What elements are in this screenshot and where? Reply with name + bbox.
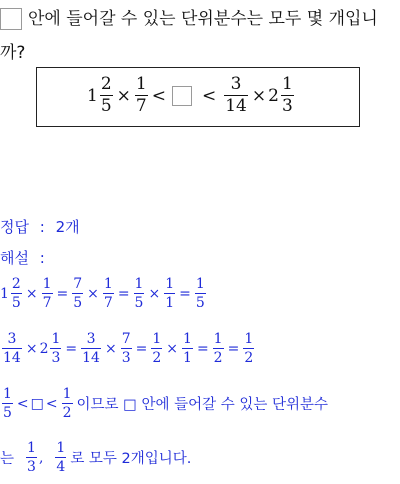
denominator: 2 <box>62 405 72 421</box>
explanation-text: 는 <box>0 451 15 467</box>
denominator: 5 <box>3 405 12 421</box>
equals-sign: = <box>135 340 148 357</box>
numerator: 2 <box>11 276 21 292</box>
times-sign: × <box>148 285 161 302</box>
denominator: 3 <box>27 459 36 475</box>
explanation-text: 이므로 □ 안에 들어갈 수 있는 단위분수 <box>76 397 329 413</box>
fraction <box>50 332 61 365</box>
numerator: 1 <box>213 331 223 347</box>
explanation-line-2 <box>0 332 256 365</box>
question-line-2 <box>0 38 25 63</box>
fraction <box>151 332 162 365</box>
numerator: 1 <box>244 331 254 347</box>
fraction-d <box>281 76 294 115</box>
denominator: 7 <box>42 295 52 311</box>
times-sign: × <box>104 340 117 357</box>
question-line-1 <box>0 4 378 30</box>
explanation-colon: : <box>39 249 45 267</box>
denominator: 5 <box>11 295 21 311</box>
mixed-whole: 1 <box>0 285 9 302</box>
numerator: 1 <box>103 276 113 292</box>
less-than-sign: < <box>16 395 29 412</box>
question-text-2: 까? <box>0 43 26 63</box>
explanation-line-4 <box>0 441 191 474</box>
numerator: 1 <box>195 276 205 292</box>
denominator: 1 <box>165 295 175 311</box>
denominator: 2 <box>213 350 223 366</box>
less-than-sign: < <box>201 85 217 106</box>
fraction <box>72 277 83 310</box>
denominator: 7 <box>103 295 113 311</box>
explanation-text: 로 모두 2개입니다. <box>70 451 192 467</box>
denominator: 5 <box>195 295 205 311</box>
numerator: 3 <box>86 331 96 347</box>
comma: , <box>38 449 44 466</box>
denominator: 1 <box>183 350 192 366</box>
fraction <box>2 332 22 365</box>
blank-box <box>0 8 22 30</box>
fraction <box>103 277 114 310</box>
denominator: 14 <box>225 96 247 116</box>
answer-blank <box>172 86 192 106</box>
problem-expression <box>87 76 296 115</box>
answer-label: 정답 <box>0 218 29 236</box>
problem-box <box>36 67 360 127</box>
denominator: 14 <box>3 350 21 366</box>
denominator: 2 <box>244 350 254 366</box>
denominator: 2 <box>152 350 162 366</box>
fraction <box>164 277 175 310</box>
numerator: 1 <box>42 276 52 292</box>
answer-line <box>0 216 80 237</box>
less-than-sign: < <box>45 395 58 412</box>
numerator: 7 <box>121 331 131 347</box>
fraction-b <box>135 76 148 115</box>
fraction <box>121 332 132 365</box>
numerator: 1 <box>152 331 162 347</box>
fraction <box>62 387 73 420</box>
fraction <box>182 332 193 365</box>
fraction <box>42 277 53 310</box>
equals-sign: = <box>196 340 209 357</box>
equals-sign: = <box>179 285 191 302</box>
question-text-1: 안에 들어갈 수 있는 단위분수는 모두 몇 개입니 <box>28 9 378 29</box>
mixed-whole-d: 2 <box>268 85 279 106</box>
numerator: 1 <box>134 276 144 292</box>
times-sign: × <box>25 285 38 302</box>
denominator: 5 <box>134 295 144 311</box>
explanation-label-line <box>0 247 45 268</box>
fraction <box>2 387 13 420</box>
equals-sign: = <box>65 340 78 357</box>
fraction <box>26 441 37 474</box>
equals-sign: = <box>56 285 69 302</box>
numerator: 1 <box>56 440 66 456</box>
numerator: 1 <box>135 74 147 94</box>
denominator: 5 <box>73 295 83 311</box>
times-sign: × <box>116 85 131 106</box>
mixed-whole: 2 <box>39 340 49 357</box>
denominator: 7 <box>135 96 147 116</box>
denominator: 14 <box>82 350 100 366</box>
explanation-label: 해설 <box>0 249 29 267</box>
fraction <box>81 332 101 365</box>
denominator: 3 <box>281 96 293 116</box>
numerator: 3 <box>7 331 17 347</box>
numerator: 1 <box>165 276 175 292</box>
times-sign: × <box>251 85 267 106</box>
fraction-a <box>100 76 113 115</box>
fraction <box>213 332 224 365</box>
answer-colon: : <box>39 218 45 236</box>
times-sign: × <box>87 285 99 302</box>
explanation-line-1 <box>0 277 208 310</box>
fraction <box>243 332 254 365</box>
numerator: 1 <box>281 74 293 94</box>
numerator: 2 <box>100 74 112 94</box>
fraction <box>55 441 66 474</box>
numerator: 3 <box>230 74 242 94</box>
mixed-whole-a: 1 <box>87 85 98 106</box>
numerator: 1 <box>27 440 36 456</box>
denominator: 4 <box>56 459 66 475</box>
equals-sign: = <box>227 340 240 357</box>
less-than-sign: < <box>151 85 166 106</box>
times-sign: × <box>166 340 179 357</box>
times-sign: × <box>25 340 38 357</box>
denominator: 3 <box>51 350 61 366</box>
numerator: 1 <box>3 386 12 402</box>
explanation-line-3 <box>0 387 328 420</box>
fraction <box>134 277 145 310</box>
answer-value: 2개 <box>55 218 80 236</box>
numerator: 1 <box>183 331 192 347</box>
fraction-c <box>224 76 248 115</box>
equals-sign: = <box>117 285 130 302</box>
numerator: 7 <box>73 276 83 292</box>
fraction <box>11 277 22 310</box>
denominator: 3 <box>121 350 131 366</box>
blank-square: □ <box>30 395 44 412</box>
denominator: 5 <box>100 96 112 116</box>
numerator: 1 <box>62 386 72 402</box>
numerator: 1 <box>51 331 61 347</box>
fraction <box>195 277 206 310</box>
